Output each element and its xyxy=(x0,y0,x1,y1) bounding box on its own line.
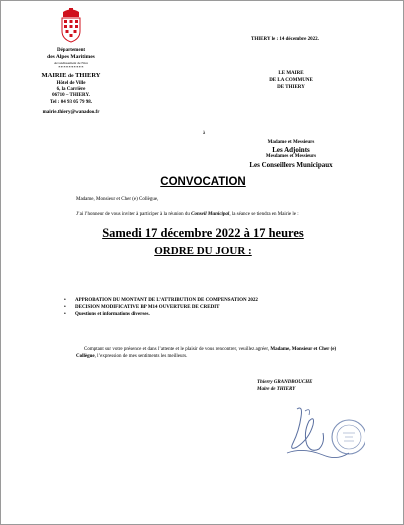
meeting-date: Samedi 17 décembre 2022 à 17 heures xyxy=(102,226,304,240)
closing-paragraph: Comptant sur votre présence et dans l’attente et le plaisir de vous rencontrer, veuillez agréer, Madame, Monsieur et Cher (e) Collègue, l’expression de mes sentiments les meilleurs. xyxy=(76,347,337,359)
addressee-line-3: Mesdames et Messieurs xyxy=(265,154,317,159)
bullet-icon: • xyxy=(64,312,66,317)
addressee-line-4: Les Conseillers Municipaux xyxy=(249,161,333,169)
department-label: Département xyxy=(56,48,86,53)
agenda-item: • APPROBATION DU MONTANT DE L’ATTRIBUTION DE COMPENSATION 2022 xyxy=(64,298,258,303)
invitation-text: J’ai l’honneur de vous inviter à participer à la réunion du Conseil Municipal, la séance se tiendra en Mairie le : xyxy=(76,212,299,217)
addressee-line-1: Madame et Messieurs xyxy=(267,140,315,145)
hotel-de-ville: Hôtel de Ville xyxy=(56,81,86,86)
signatory-name: Thierry GRANDBOUCHE xyxy=(257,380,313,385)
department-name: des Alpes Maritimes xyxy=(47,54,95,60)
agenda-item: • DECISION MODIFICATIVE BP M14 OUVERTURE DE CREDIT xyxy=(64,305,220,310)
a-mark: à xyxy=(203,131,206,136)
mairie-title: MAIRIE de THIERY xyxy=(41,72,101,79)
signature-stamp-image xyxy=(279,403,365,465)
email-link[interactable]: mairie.thiery@wanadoo.fr xyxy=(42,110,100,115)
agenda-item: • Questions et informations diverses. xyxy=(64,312,150,317)
document-title: CONVOCATION xyxy=(160,176,246,188)
sender-line-1: LE MAIRE xyxy=(278,71,304,76)
street-address: 6, la Carrière xyxy=(56,87,86,92)
city-line: 06710 – THIERY. xyxy=(52,93,90,98)
coat-of-arms-logo xyxy=(60,7,82,43)
agenda-list xyxy=(64,297,258,318)
bullet-icon: • xyxy=(64,298,66,303)
sender-line-3: DE THIERY xyxy=(277,85,305,90)
signatory-role: Maire de THIERY xyxy=(257,387,296,392)
salutation: Madame, Monsieur et Cher (e) Collègue, xyxy=(76,197,159,202)
bullet-icon: • xyxy=(64,305,66,310)
telephone: Tel : 04 93 05 79 98. xyxy=(50,100,92,105)
arrondissement-label: Arrondissement de Nice xyxy=(53,61,89,65)
addressee-line-2: Les Adjoints xyxy=(272,146,310,154)
date-line: THIERY le : 14 décembre 2022. xyxy=(251,37,319,42)
sender-line-2: DE LA COMMUNE xyxy=(269,78,313,83)
agenda-title: ORDRE DU JOUR : xyxy=(154,245,252,257)
stars-divider: ********** xyxy=(58,65,84,70)
